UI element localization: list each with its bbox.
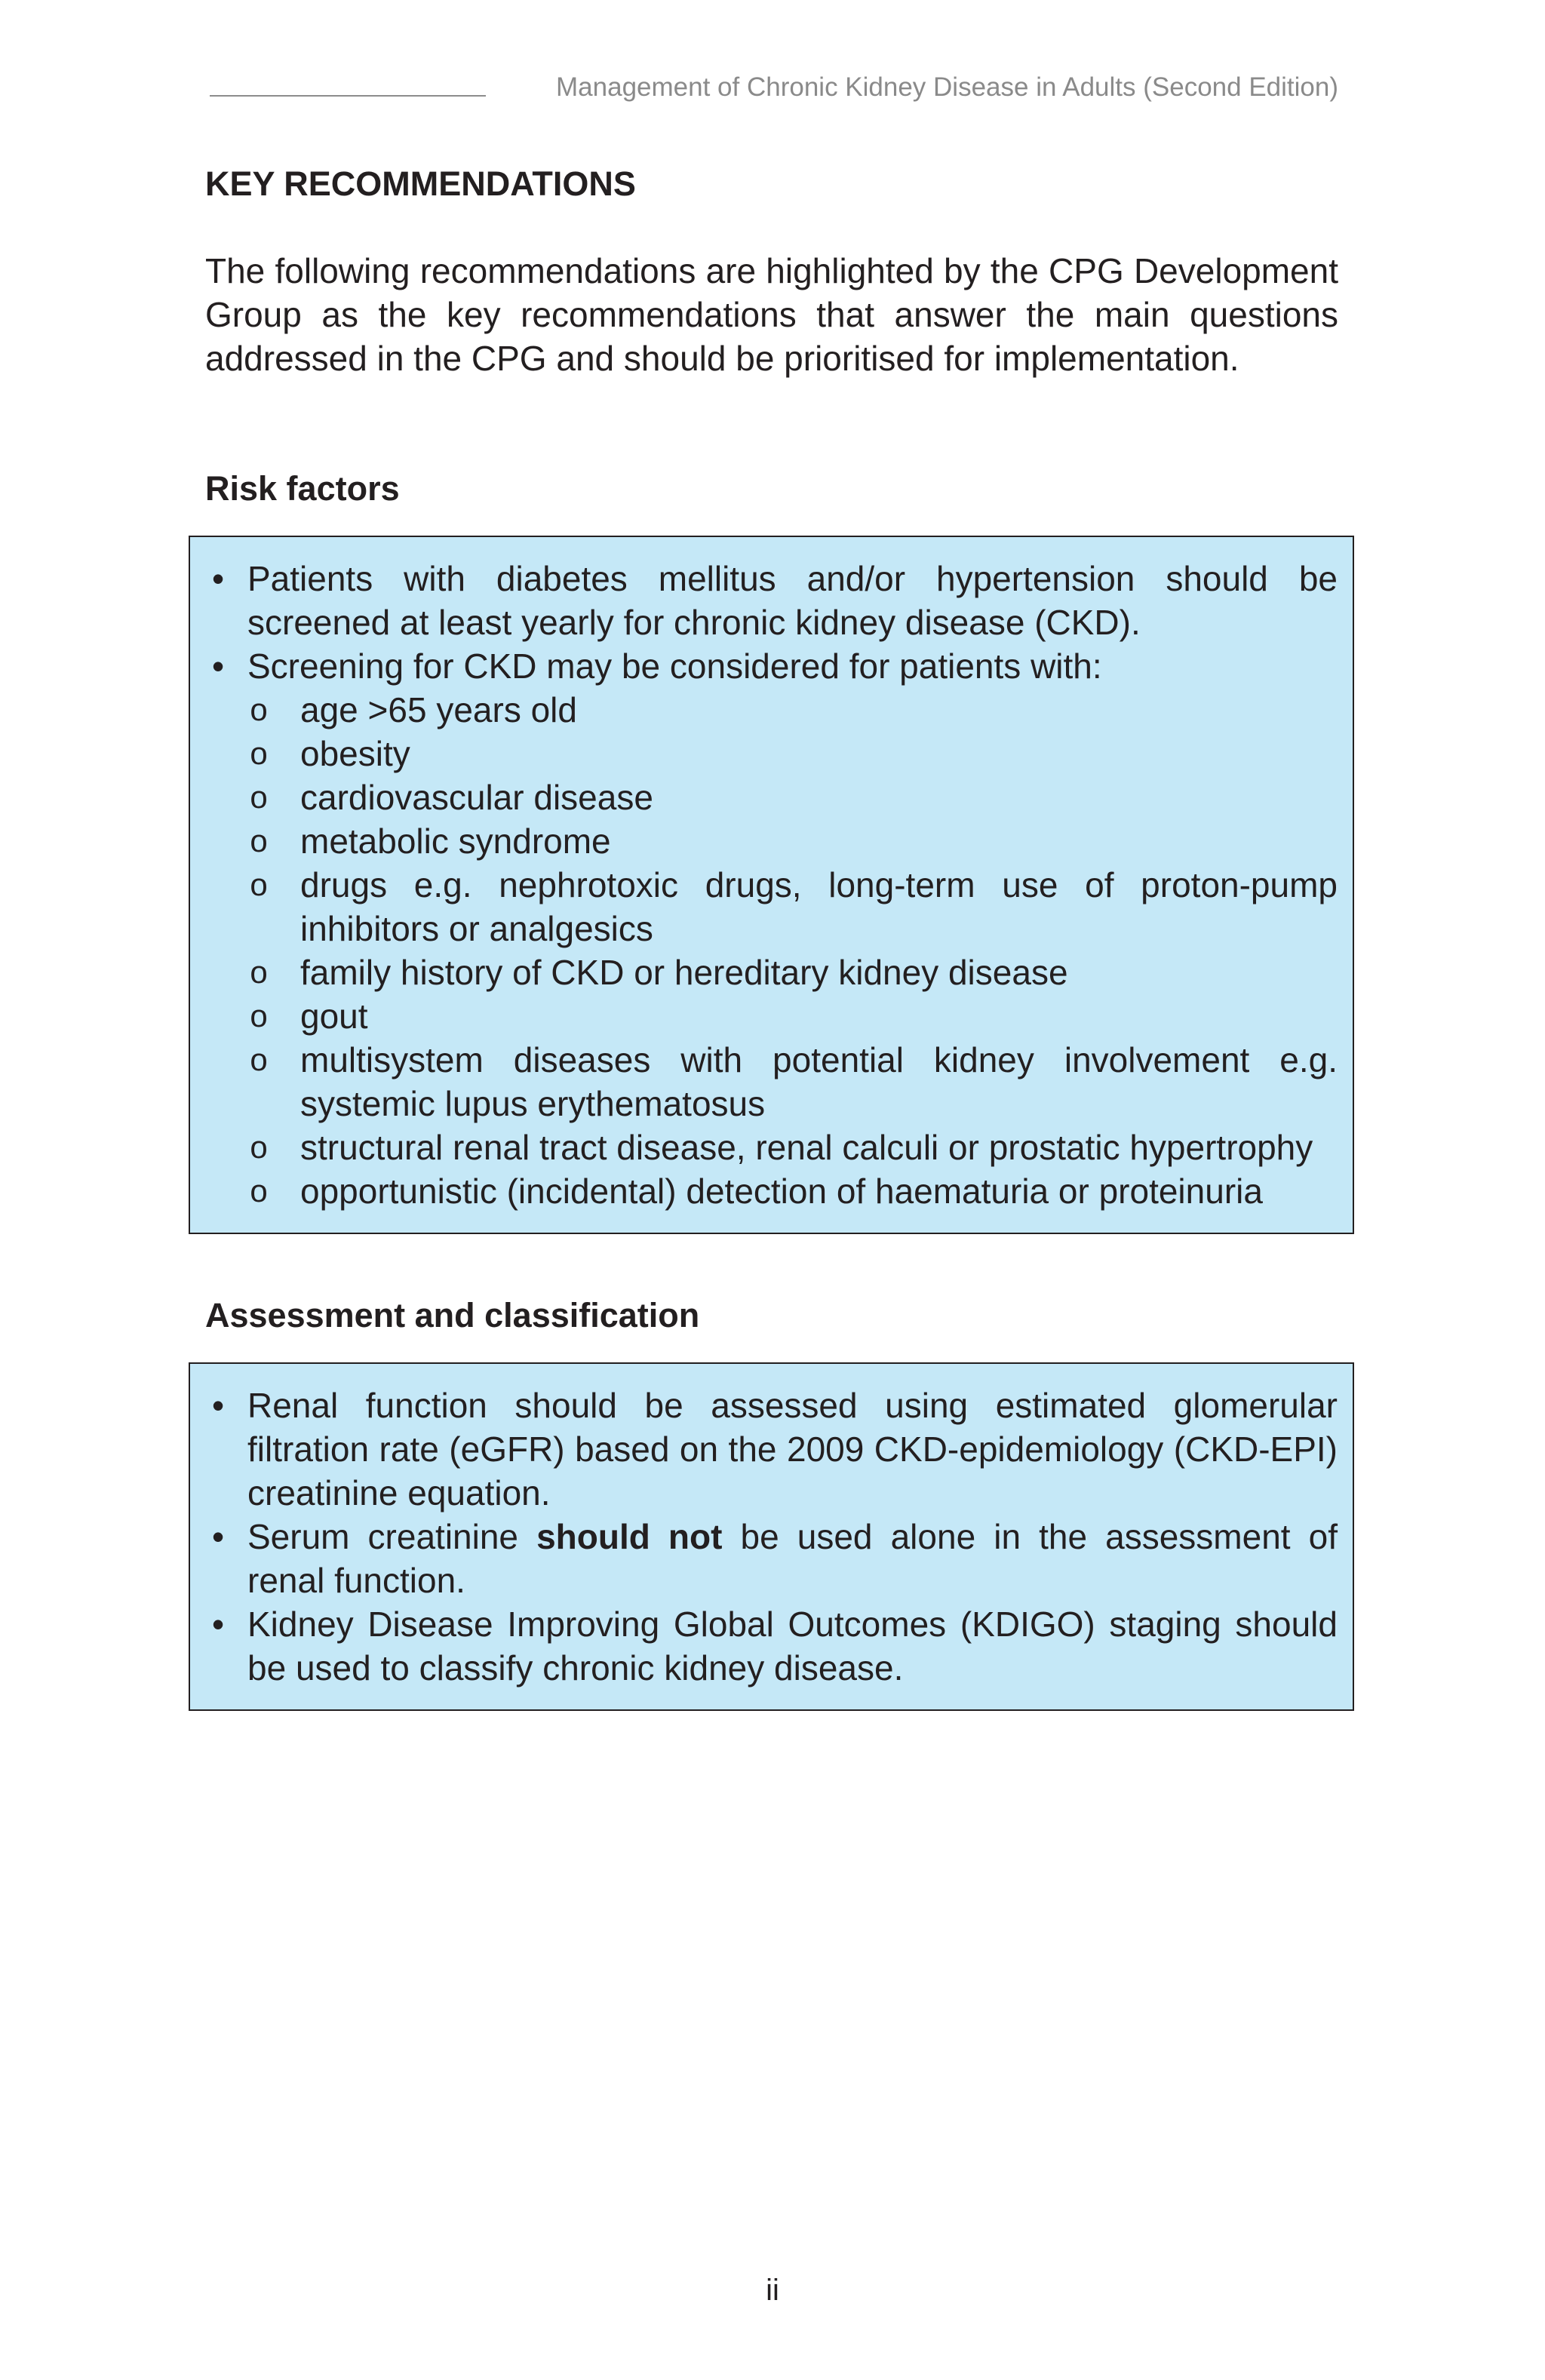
sub-list-item-text: obesity	[300, 734, 410, 773]
list-item	[207, 1515, 1338, 1602]
sub-list-item-text: drugs e.g. nephrotoxic drugs, long-term use of proton-pump inhibitors or analgesics	[300, 865, 1338, 948]
sub-list-item-text: family history of CKD or hereditary kidney disease	[300, 953, 1068, 992]
list-item-text-start: Serum creatinine	[247, 1517, 537, 1556]
list-item	[207, 644, 1338, 688]
risk-factors-list	[207, 557, 1338, 1213]
circle-bullet-icon: o	[250, 1042, 268, 1077]
list-item-text-end: be used alone in the assessment of renal function.	[247, 1517, 1338, 1600]
sub-list-item	[207, 950, 1338, 994]
sub-list-item-text: multisystem diseases with potential kidney involvement e.g. systemic lupus erythematosus	[300, 1040, 1338, 1123]
list-item-text: Screening for CKD may be considered for patients with:	[247, 646, 1102, 686]
sub-list-item	[207, 688, 1338, 732]
circle-bullet-icon: o	[250, 823, 268, 858]
assessment-box	[189, 1362, 1354, 1711]
circle-bullet-icon: o	[250, 1173, 268, 1208]
circle-bullet-icon: o	[250, 998, 268, 1033]
sub-list-item	[207, 819, 1338, 863]
sub-list-item-text: gout	[300, 997, 368, 1036]
circle-bullet-icon: o	[250, 1129, 268, 1165]
list-item	[207, 1602, 1338, 1690]
circle-bullet-icon: o	[250, 954, 268, 990]
sub-list-item	[207, 1126, 1338, 1169]
running-header: Management of Chronic Kidney Disease in Adults (Second Edition)	[556, 72, 1338, 102]
bullet-icon: •	[211, 1386, 225, 1425]
circle-bullet-icon: o	[250, 779, 268, 815]
sub-list-item	[207, 994, 1338, 1038]
intro-paragraph: The following recommendations are highlighted by the CPG Development Group as the key recommendations that answer the main questions addressed in the CPG and should be prioritised for implementation.	[205, 251, 1338, 378]
risk-factors-box	[189, 536, 1354, 1234]
header-rule	[210, 95, 486, 97]
sub-list-item	[207, 1038, 1338, 1126]
bullet-icon: •	[211, 646, 225, 686]
sub-list-item-text: structural renal tract disease, renal calculi or prostatic hypertrophy	[300, 1128, 1313, 1167]
sub-list-item	[207, 863, 1338, 950]
circle-bullet-icon: o	[250, 692, 268, 727]
sub-list-item-text: cardiovascular disease	[300, 778, 653, 817]
emphasis-text: should not	[536, 1517, 723, 1556]
sub-list-item	[207, 775, 1338, 819]
sub-list-item-text: metabolic syndrome	[300, 821, 611, 861]
sub-list-item-text: age >65 years old	[300, 690, 577, 729]
page-number: ii	[766, 2274, 779, 2307]
list-item	[207, 1383, 1338, 1515]
sub-list-item	[207, 732, 1338, 775]
assessment-heading: Assessment and classification	[205, 1296, 700, 1334]
assessment-list	[207, 1383, 1338, 1690]
bullet-icon: •	[211, 1517, 225, 1556]
risk-factors-heading: Risk factors	[205, 469, 400, 508]
list-item-text: Kidney Disease Improving Global Outcomes (KDIGO) staging should be used to classify chronic kidney disease.	[247, 1605, 1338, 1687]
list-item-text: Renal function should be assessed using estimated glomerular filtration rate (eGFR) based on the 2009 CKD-epidemiology (CKD-EPI) creatinine equation.	[247, 1386, 1338, 1512]
list-item	[207, 557, 1338, 644]
circle-bullet-icon: o	[250, 867, 268, 902]
sub-list-item-text: opportunistic (incidental) detection of haematuria or proteinuria	[300, 1172, 1263, 1211]
circle-bullet-icon: o	[250, 735, 268, 771]
bullet-icon: •	[211, 559, 225, 598]
bullet-icon: •	[211, 1605, 225, 1644]
page-title: KEY RECOMMENDATIONS	[205, 164, 636, 203]
sub-list-item	[207, 1169, 1338, 1213]
list-item-text: Patients with diabetes mellitus and/or hypertension should be screened at least yearly for chronic kidney disease (CKD).	[247, 559, 1338, 642]
